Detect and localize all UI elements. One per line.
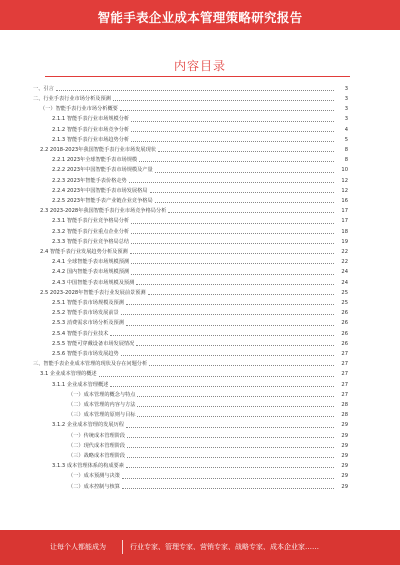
toc-entry[interactable]: [68, 398, 348, 408]
toc-entry-label: （三）战略成本管理阶段: [68, 452, 126, 459]
toc-leader-dots: [137, 406, 334, 407]
toc-leader-dots: [126, 304, 334, 305]
toc-entry-label: 2.5.5 智能可穿戴设备市场发展情况: [52, 340, 135, 347]
toc-entry-page: 28: [341, 412, 348, 419]
toc-leader-dots: [131, 141, 334, 142]
toc-entry-label: （二）成本控制与核算: [68, 483, 120, 490]
toc-entry-page: 26: [341, 310, 348, 317]
toc-entry[interactable]: [52, 164, 348, 174]
toc-leader-dots: [155, 172, 334, 173]
toc-entry[interactable]: [52, 317, 348, 327]
toc-leader-dots: [136, 284, 334, 285]
toc-leader-dots: [131, 121, 334, 122]
toc-leader-dots: [129, 182, 334, 183]
toc-entry[interactable]: [40, 204, 348, 214]
toc-entry-page: 3: [344, 95, 348, 102]
toc-entry-page: 27: [341, 391, 348, 398]
toc-entry-page: 29: [341, 442, 348, 449]
toc-leader-dots: [130, 253, 334, 254]
toc-entry-label: 2.5.6 智能手表市场发展趋势: [52, 350, 119, 357]
toc-leader-dots: [149, 365, 334, 366]
toc-title-underline: [45, 76, 350, 77]
footer-tags: 行业专家、管理专家、营销专家、战略专家、成本企业家……: [130, 543, 319, 551]
toc-entry[interactable]: [52, 215, 348, 225]
toc-title: 内容目录: [173, 59, 226, 73]
toc-leader-dots: [137, 416, 334, 417]
toc-leader-dots: [110, 386, 334, 387]
toc-entry-page: 27: [341, 361, 348, 368]
toc-entry[interactable]: [52, 113, 348, 123]
toc-entry[interactable]: [52, 235, 348, 245]
toc-entry-page: 25: [341, 299, 348, 306]
toc-entry-page: 29: [341, 432, 348, 439]
toc-leader-dots: [158, 151, 334, 152]
toc-entry-page: 3: [344, 116, 348, 123]
toc-entry[interactable]: [68, 480, 348, 490]
toc-entry-page: 27: [341, 371, 348, 378]
toc-leader-dots: [131, 233, 334, 234]
toc-leader-dots: [110, 335, 334, 336]
toc-entry-page: 26: [341, 340, 348, 347]
toc-entry-page: 17: [341, 208, 348, 215]
toc-entry-label: 2.5.4 智能手表行业技术: [52, 330, 109, 337]
toc-entry[interactable]: [52, 337, 348, 347]
footer-divider: [122, 540, 123, 554]
toc-entry-label: （一）传统成本管理阶段: [68, 432, 126, 439]
toc-entry[interactable]: [40, 102, 348, 112]
toc-entry[interactable]: [33, 82, 348, 92]
toc-entry[interactable]: [52, 225, 348, 235]
toc-entry-label: 2.5.1 智能手表市场规模及预测: [52, 299, 124, 306]
toc-entry[interactable]: [40, 245, 348, 255]
toc-entry-label: 2.2.5 2023年智能手表产业链企业竞争格局: [52, 197, 153, 204]
toc-entry[interactable]: [52, 459, 348, 469]
toc-leader-dots: [127, 457, 334, 458]
toc-leader-dots: [122, 478, 334, 479]
toc-entry[interactable]: [33, 357, 348, 367]
toc-leader-dots: [126, 325, 334, 326]
toc-entry[interactable]: [52, 184, 348, 194]
toc-entry-label: （一）成本管理的概念与特点: [68, 391, 136, 398]
toc-entry-label: 2.5.3 消费需求市场分析及预测: [52, 320, 124, 327]
toc-entry-page: 27: [341, 381, 348, 388]
toc-entry-label: 2.1.3 智能手表行业市场趋势分析: [52, 136, 130, 143]
toc-entry[interactable]: [40, 143, 348, 153]
toc-leader-dots: [121, 314, 334, 315]
toc-entry-label: 2.1.2 智能手表行业市场竞争分析: [52, 126, 130, 133]
toc-entry[interactable]: [52, 276, 348, 286]
toc-leader-dots: [126, 467, 334, 468]
toc-entry[interactable]: [52, 123, 348, 133]
toc-entry-label: 2.4.2 国内智能手表市场规模预测: [52, 269, 130, 276]
toc-entry[interactable]: [52, 266, 348, 276]
toc-entry[interactable]: [68, 449, 348, 459]
header-bar: [0, 0, 400, 30]
toc-entry[interactable]: [68, 429, 348, 439]
toc-leader-dots: [131, 131, 334, 132]
toc-leader-dots: [126, 427, 334, 428]
toc-entry-label: 2.3 2023-2028年我国智能手表行业市场竞争格局分析: [40, 208, 167, 215]
toc-leader-dots: [56, 90, 334, 91]
toc-entry-page: 4: [344, 126, 348, 133]
toc-entry-page: 22: [341, 248, 348, 255]
toc-leader-dots: [99, 376, 334, 377]
toc-entry[interactable]: [68, 470, 348, 480]
toc-entry-page: 29: [341, 473, 348, 480]
toc-entry[interactable]: [52, 174, 348, 184]
toc-leader-dots: [120, 110, 334, 111]
toc-entry-label: 2.3.3 智能手表行业竞争格局总结: [52, 238, 130, 245]
toc-entry-label: 2.2.3 2023年智能手表价格走势: [52, 177, 127, 184]
toc-entry-label: 2.1.1 智能手表行业市场规模分析: [52, 116, 130, 123]
toc-entry-page: 26: [341, 330, 348, 337]
toc-entry-page: 3: [344, 85, 348, 92]
toc-leader-dots: [168, 212, 334, 213]
toc-entry-page: 29: [341, 422, 348, 429]
toc-entry-label: 2.3.1 智能手表行业竞争格局分析: [52, 218, 130, 225]
toc-entry-page: 29: [341, 483, 348, 490]
toc-leader-dots: [127, 447, 334, 448]
toc-entry-page: 24: [341, 269, 348, 276]
toc-entry-label: 3.1.3 成本管理体系的构成要素: [52, 463, 124, 470]
toc-entry-label: 2.2.2 2023年中国智能手表市场规模及产量: [52, 167, 153, 174]
toc-entry-page: 29: [341, 452, 348, 459]
toc-entry[interactable]: [68, 439, 348, 449]
toc-leader-dots: [121, 355, 334, 356]
toc-entry-label: 2.5.2 智能手表市场发展前景: [52, 310, 119, 317]
toc-leader-dots: [131, 243, 334, 244]
toc-leader-dots: [131, 223, 334, 224]
toc-entry-label: 2.2.4 2023年中国智能手表市场发展格局: [52, 187, 148, 194]
toc-entry[interactable]: [52, 255, 348, 265]
toc-entry-label: 2.4.3 中国智能手表市场规模及预测: [52, 279, 135, 286]
toc-entry-page: 24: [341, 279, 348, 286]
toc-entry-label: 3.1.1 企业成本管理概述: [52, 381, 109, 388]
toc-entry[interactable]: [52, 327, 348, 337]
toc-entry-label: 2.2.1 2023年全球智能手表市场规模: [52, 157, 138, 164]
toc-leader-dots: [113, 100, 334, 101]
toc-leader-dots: [127, 437, 334, 438]
toc-entry[interactable]: [52, 296, 348, 306]
toc-entry[interactable]: [52, 194, 348, 204]
toc-entry-label: 3.1.2 企业成本管理的发展历程: [52, 422, 124, 429]
toc-leader-dots: [150, 192, 335, 193]
toc-entry-page: 25: [341, 289, 348, 296]
toc-leader-dots: [155, 202, 334, 203]
toc-entry[interactable]: [52, 347, 348, 357]
footer-slogan: 让每个人都能成为: [50, 543, 106, 551]
toc-entry-page: 10: [341, 167, 348, 174]
footer-bar: [0, 530, 400, 565]
toc-entry-label: 2.5 2023-2028年智能手表行业发展前景预测: [40, 289, 146, 296]
toc-entry[interactable]: [52, 133, 348, 143]
toc-entry[interactable]: [33, 92, 348, 102]
toc-entry-page: 5: [344, 136, 348, 143]
toc-entry[interactable]: [52, 306, 348, 316]
toc-entry[interactable]: [52, 378, 348, 388]
toc-leader-dots: [136, 345, 334, 346]
toc-entry-label: 二、行业手表行业市场分析及预测: [33, 95, 111, 102]
toc-entry-page: 17: [341, 218, 348, 225]
toc-entry-page: 28: [341, 401, 348, 408]
toc-entry-page: 26: [341, 320, 348, 327]
report-title: 智能手表企业成本管理策略研究报告: [97, 10, 303, 25]
toc-entry-label: （一）智能手表行业市场分析概要: [40, 106, 118, 113]
toc-entry-page: 12: [341, 187, 348, 194]
toc-entry-label: 2.4.1 全球智能手表市场规模预测: [52, 259, 130, 266]
toc-leader-dots: [148, 294, 334, 295]
toc-entry-label: （二）现代成本管理阶段: [68, 442, 126, 449]
toc-leader-dots: [131, 274, 334, 275]
toc-entry-page: 19: [341, 238, 348, 245]
toc-entry-label: 2.2 2018-2023年我国智能手表行业市场发展现状: [40, 146, 156, 153]
toc-entry-label: 2.4 智能手表行业发展趋势分析及预测: [40, 248, 128, 255]
toc-entry-page: 18: [341, 228, 348, 235]
toc-entry[interactable]: [68, 388, 348, 398]
toc-entry-page: 12: [341, 177, 348, 184]
toc-entry-label: 2.3.2 智能手表行业重点企业分析: [52, 228, 130, 235]
toc-entry-label: 一、引言: [33, 85, 54, 92]
toc-entry[interactable]: [40, 368, 348, 378]
toc-entry[interactable]: [52, 153, 348, 163]
toc-entry-page: 29: [341, 463, 348, 470]
toc-entry-page: 16: [341, 197, 348, 204]
toc-leader-dots: [122, 488, 334, 489]
toc-leader-dots: [137, 396, 334, 397]
toc-entry[interactable]: [52, 419, 348, 429]
toc-entry-label: 3.1 企业成本管理的概述: [40, 371, 97, 378]
toc-entry[interactable]: [40, 286, 348, 296]
toc-entry[interactable]: [68, 408, 348, 418]
toc-leader-dots: [131, 263, 334, 264]
toc-entry-page: 22: [341, 259, 348, 266]
toc-entry-label: （三）成本管理的原则与目标: [68, 412, 136, 419]
toc-entry-label: （一）成本预测与决策: [68, 473, 120, 480]
toc-entry-page: 3: [344, 106, 348, 113]
toc-page: [0, 30, 400, 530]
toc-entry-label: （二）成本管理的内容与方法: [68, 401, 136, 408]
toc-entry-page: 8: [344, 157, 348, 164]
toc-entry-page: 27: [341, 350, 348, 357]
toc-leader-dots: [139, 161, 334, 162]
toc-entry-label: 三、智能手表企业成本管理的现状及存在问题分析: [33, 361, 148, 368]
toc-entry-page: 8: [344, 146, 348, 153]
